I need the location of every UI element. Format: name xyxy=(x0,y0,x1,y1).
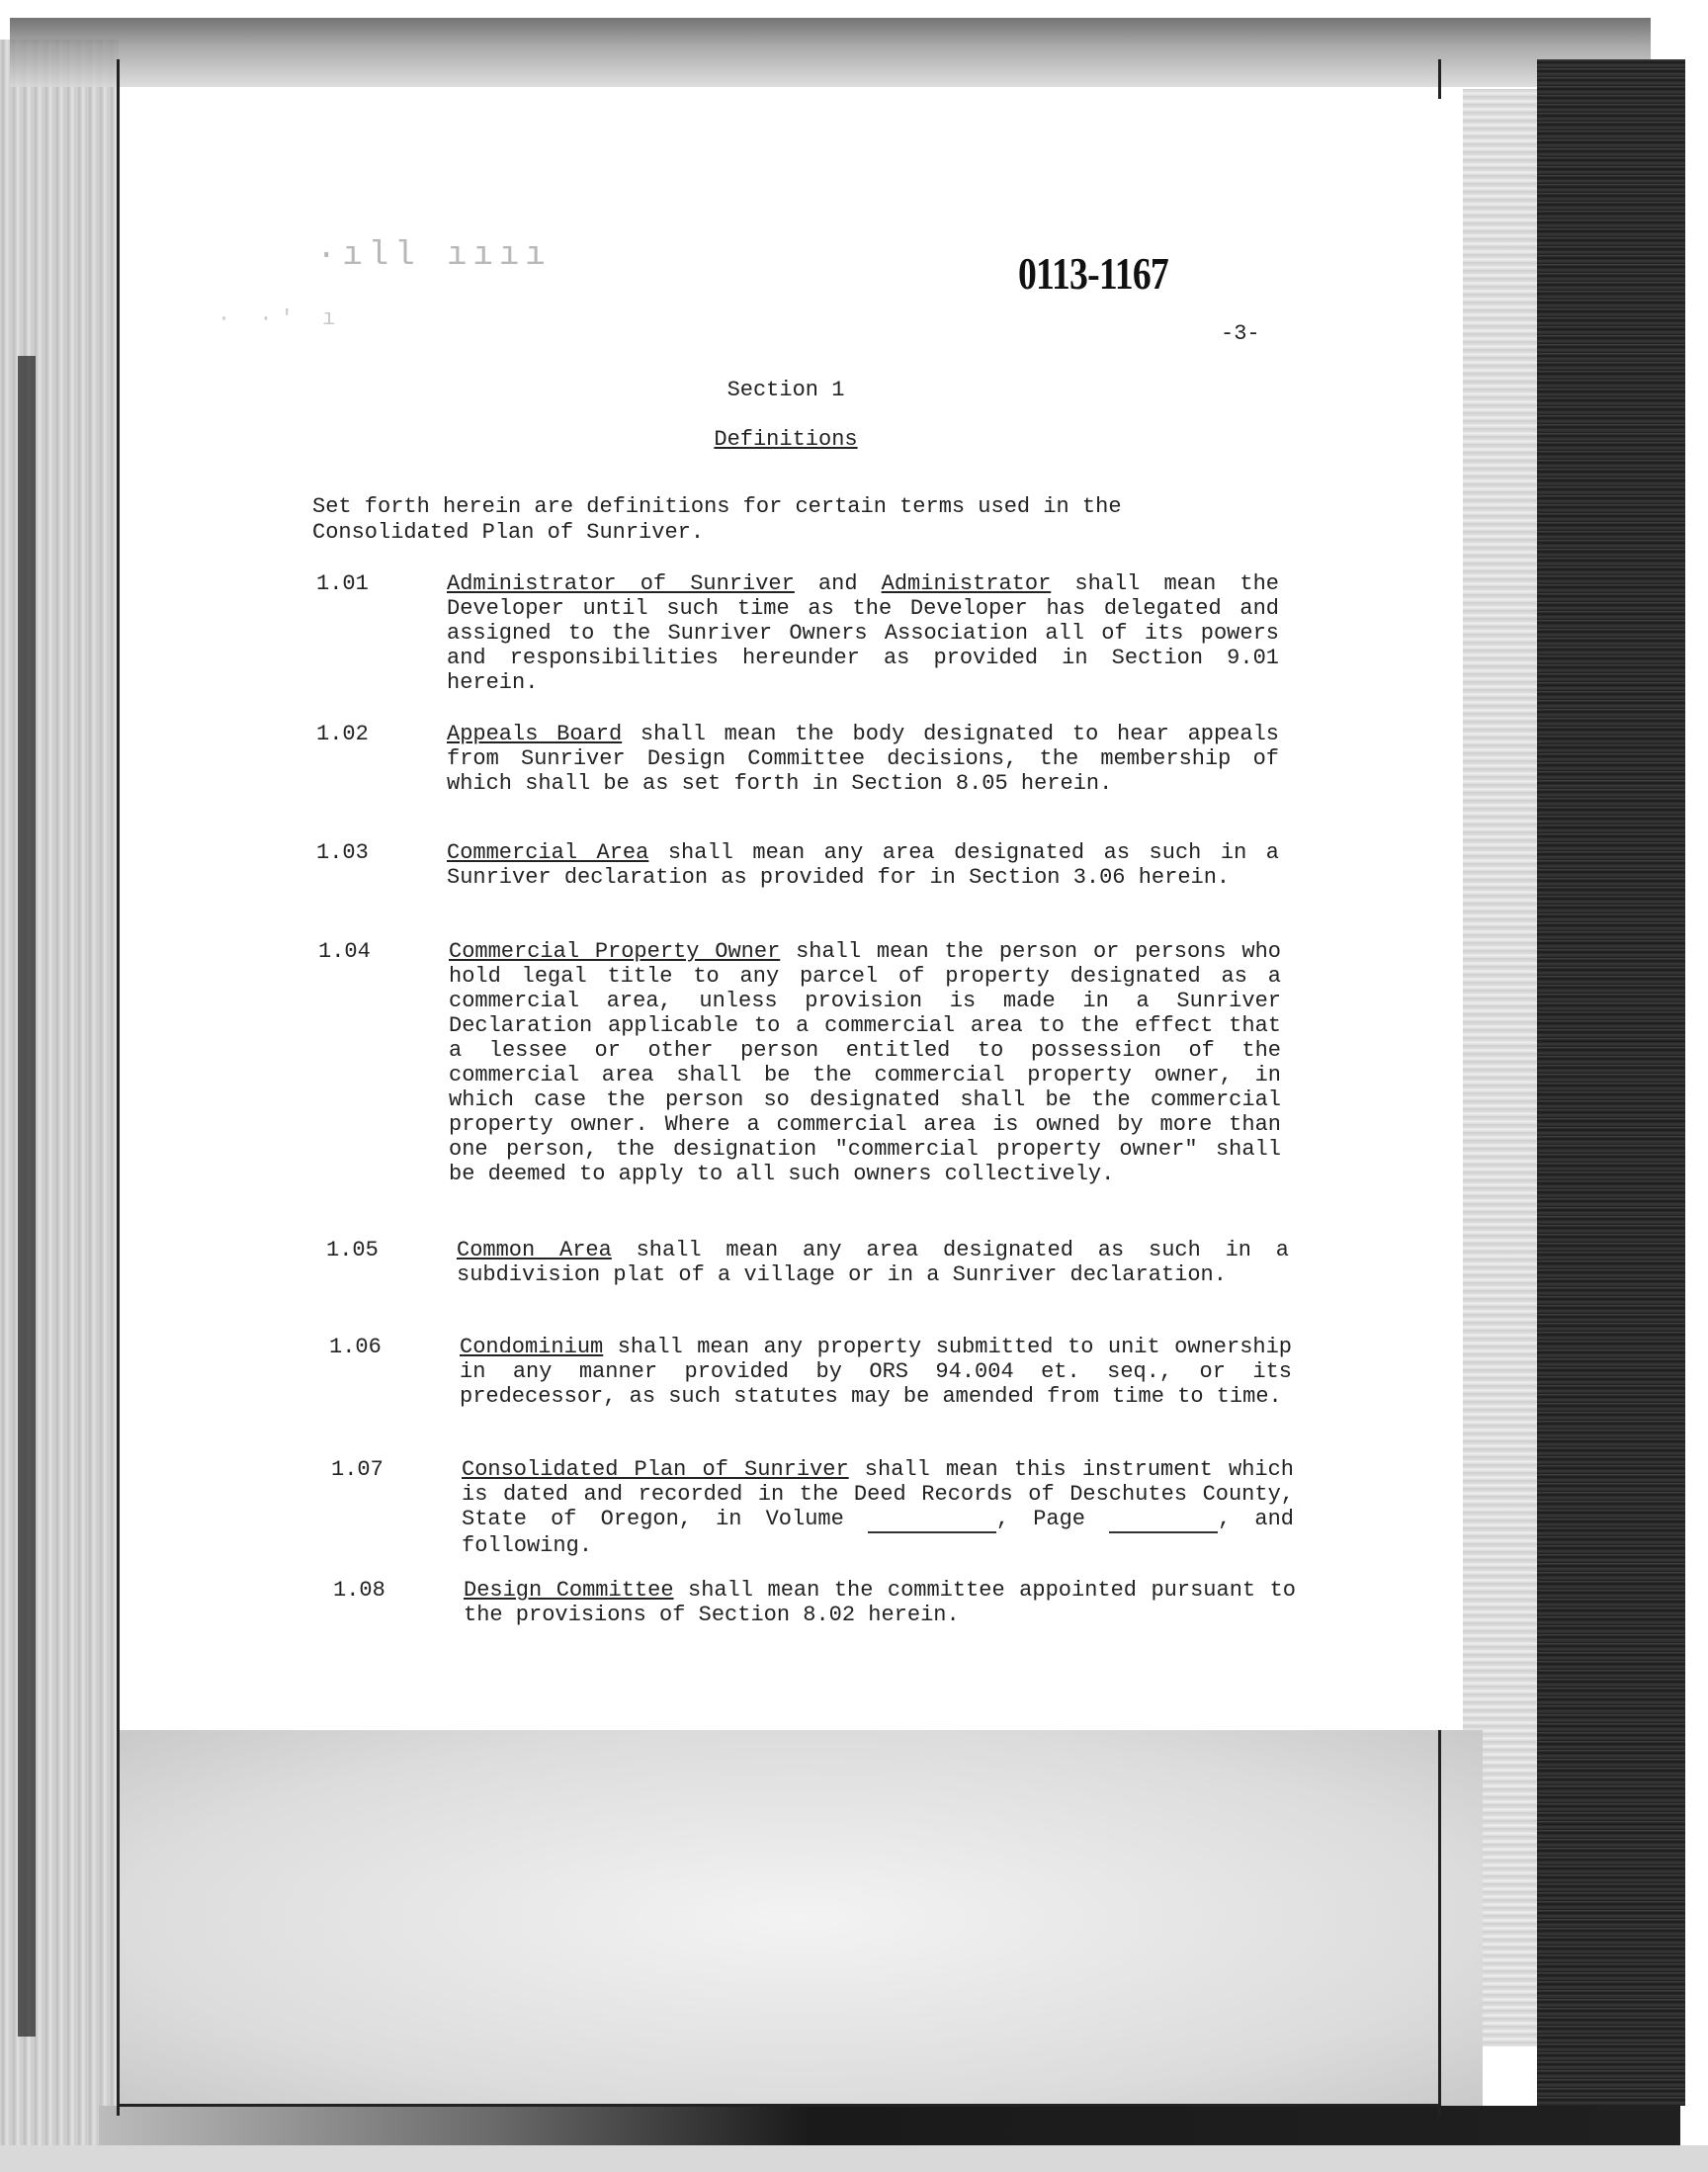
definition-body: shall mean the person or persons who hold legal title to any parcel of property designated as a commercial area, unless provision is made in a Sunriver Declaration applicable to a commercial area to the effect that a lessee or other person entitled to possession of the commercial area shall be the commercial property owner, in which case the person so designated shall be the commercial property owner. Where a commercial area is owned by more than one person, the designation "commercial property owner" shall be deemed to apply to all such owners collectively. xyxy=(449,939,1281,1186)
document-number: 0113-1167 xyxy=(1018,248,1168,299)
frame-left-line xyxy=(117,59,120,2116)
definition-body-end: , and following. xyxy=(462,1507,1295,1558)
definition-number: 1.07 xyxy=(331,1457,384,1482)
definition-term: Consolidated Plan of Sunriver xyxy=(462,1457,849,1482)
definition-term: Commercial Property Owner xyxy=(449,939,781,964)
intro-paragraph: Set forth herein are definitions for certain terms used in the Consolidated Plan of Sunriver. xyxy=(312,494,1122,545)
definition-text xyxy=(447,571,1279,695)
page-number: -3- xyxy=(1221,321,1260,346)
definition-term: Design Committee xyxy=(464,1578,674,1603)
definition-text xyxy=(449,939,1281,1186)
definition-term: Commercial Area xyxy=(447,840,649,865)
definition-body: shall mean the body designated to hear appeals from Sunriver Design Committee decisions, the membership of which shall be as set forth in Section 8.05 herein. xyxy=(447,722,1279,796)
scan-right-edge xyxy=(1537,59,1685,2106)
scan-lower-area xyxy=(119,1730,1483,2106)
definition-term: Appeals Board xyxy=(447,722,623,746)
definition-number: 1.06 xyxy=(329,1335,382,1359)
definition-body: shall mean any property submitted to unit ownership in any manner provided by ORS 94.004 et. seq., or its predecessor, as such statutes may be amended from time to time. xyxy=(460,1335,1292,1409)
section-title xyxy=(0,427,1572,452)
scan-bottom-edge xyxy=(99,2106,1680,2145)
page-label: Page xyxy=(1033,1507,1086,1531)
frame-bottom-line xyxy=(117,2104,1441,2107)
definition-number: 1.01 xyxy=(316,571,369,596)
definition-text xyxy=(447,722,1279,796)
scan-left-shadow xyxy=(18,356,36,2037)
definition-text xyxy=(460,1335,1292,1409)
definition-text xyxy=(462,1457,1294,1558)
page-blank[interactable] xyxy=(1109,1507,1218,1533)
definition-body: shall mean any area designated as such in a Sunriver declaration as provided for in Section 3.06 herein. xyxy=(447,840,1279,890)
definition-number: 1.04 xyxy=(318,939,371,964)
definition-text xyxy=(464,1578,1296,1627)
volume-blank[interactable] xyxy=(868,1507,996,1533)
definition-number: 1.02 xyxy=(316,722,369,746)
definition-term: Administrator of Sunriver xyxy=(447,571,795,596)
definition-body-comma: , xyxy=(995,1507,1010,1531)
definition-term: Condominium xyxy=(460,1335,604,1359)
section-heading: Section 1 xyxy=(726,378,845,402)
section-title-text: Definitions xyxy=(714,427,858,452)
definition-number: 1.03 xyxy=(316,840,369,865)
definition-text xyxy=(447,840,1279,890)
definition-term-2: Administrator xyxy=(881,571,1052,596)
definition-text xyxy=(457,1238,1289,1287)
definition-body: shall mean this instrument which is dated and recorded in the Deed Records of Deschutes County, State of Oregon, in Volume xyxy=(462,1457,1295,1531)
scan-top-edge xyxy=(10,18,1651,87)
faint-stamp-mark: ·ıll ıııı xyxy=(316,237,552,275)
definition-body: shall mean any area designated as such in a subdivision plat of a village or in a Sunriver declaration. xyxy=(457,1238,1289,1287)
definition-number: 1.08 xyxy=(333,1578,385,1603)
definition-number: 1.05 xyxy=(326,1238,379,1262)
definition-term: Common Area xyxy=(457,1238,612,1262)
definition-body: shall mean the Developer until such time as the Developer has delegated and assigned to the Sunriver Owners Association all of its powers and responsibilities hereunder as provided in Section 9.01 herein. xyxy=(447,571,1279,695)
faint-stamp-mark-2: · ·' ı xyxy=(217,306,344,331)
definition-body: shall mean the committee appointed pursuant to the provisions of Section 8.02 herein. xyxy=(464,1578,1296,1627)
scan-bottom-strip xyxy=(0,2145,1708,2172)
definition-connector: and xyxy=(794,571,882,596)
